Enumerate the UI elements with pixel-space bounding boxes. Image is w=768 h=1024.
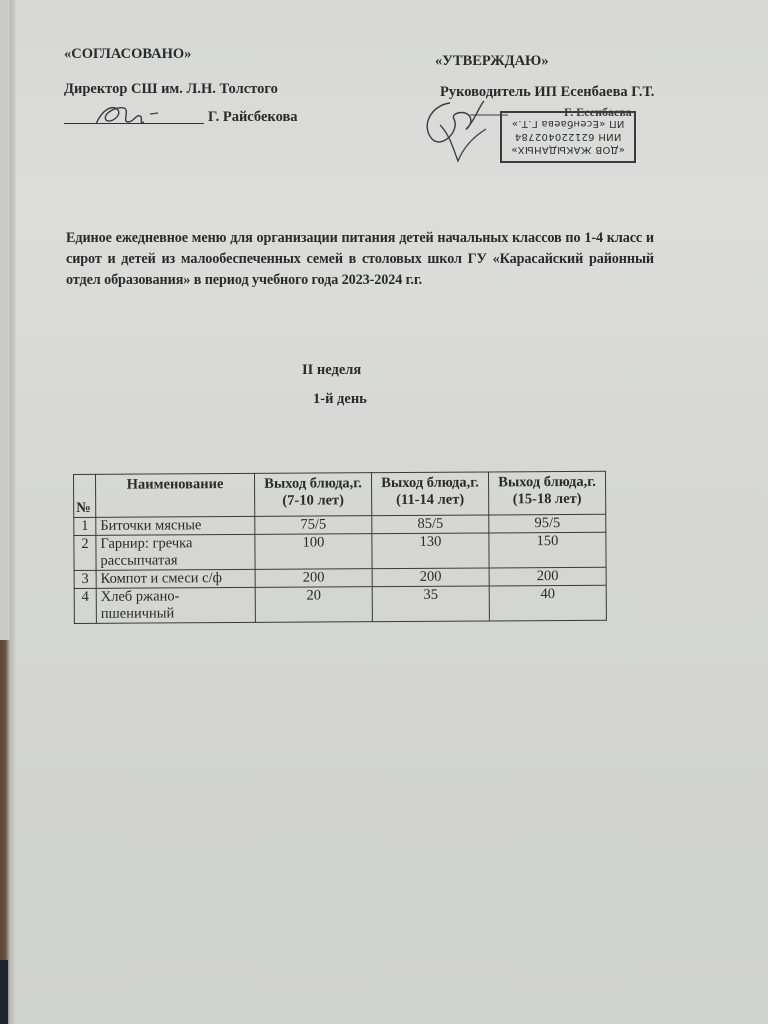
yield-15-18: 150 [489, 532, 606, 568]
table-row [74, 585, 606, 623]
agreed-title: «СОГЛАСОВАНО» [64, 46, 192, 62]
stamp-overlay-text: Г. Есенбаева [564, 105, 632, 119]
header-yield-11-14 [371, 472, 488, 516]
stamp-line: «ДОВ ЖАКЫДАНЫХ» [511, 144, 625, 156]
row-number: 2 [74, 535, 96, 570]
dish-name: Хлеб ржано-пшеничный [96, 587, 255, 623]
yield-15-18: 95/5 [489, 514, 606, 533]
dish-name: Гарнир: гречка рассыпчатая [96, 534, 255, 570]
background-surface [0, 960, 8, 1024]
agreed-role: Директор СШ им. Л.Н. Толстого [64, 81, 278, 97]
header-yield-label: Выход блюда,г. [381, 474, 479, 492]
menu-table [73, 471, 607, 624]
manager-signature-icon [410, 95, 510, 165]
company-stamp [500, 111, 636, 163]
yield-11-14: 35 [372, 586, 489, 622]
director-signature-icon [92, 100, 172, 130]
row-number: 4 [74, 588, 96, 623]
yield-7-10: 20 [255, 587, 372, 623]
confirm-role: Руководитель ИП Есенбаева Г.Т. [440, 84, 655, 100]
yield-11-14: 130 [372, 533, 489, 569]
yield-7-10: 200 [255, 569, 372, 588]
document-page [10, 0, 768, 1024]
day-label: 1-й день [313, 391, 367, 407]
table-row [74, 532, 606, 570]
table-header-row [74, 471, 606, 517]
row-number: 1 [74, 517, 96, 535]
stamp-line: ИИН 621220402784 [514, 131, 622, 143]
dish-name: Биточки мясные [96, 516, 255, 535]
yield-7-10: 100 [255, 534, 372, 570]
dish-name: Компот и смеси с/ф [96, 569, 255, 588]
agreed-name: Г. Райсбекова [208, 109, 298, 125]
yield-11-14: 85/5 [372, 515, 489, 534]
yield-15-18: 200 [489, 567, 606, 586]
stamp-line: ИП «Есенбаева Г.Т.» [511, 118, 625, 130]
header-yield-15-18 [488, 471, 605, 515]
header-name: Наименование [96, 473, 255, 517]
header-number: № [74, 474, 96, 517]
header-yield-7-10 [254, 473, 371, 517]
document-heading: Единое ежедневное меню для организации питания детей начальных классов по 1-4 класс и сирот и детей из малообеспеченных семей в столовых школ ГУ «Карасайский районный отдел образования» в период учебного года 2023-2024 г.г. [66, 230, 654, 288]
row-number: 3 [74, 570, 96, 588]
week-label: II неделя [302, 362, 362, 378]
yield-15-18: 40 [489, 585, 606, 621]
yield-7-10: 75/5 [255, 516, 372, 535]
header-yield-label: Выход блюда,г. [264, 475, 362, 492]
yield-11-14: 200 [372, 568, 489, 587]
header-age-range: (15-18 лет) [512, 490, 582, 508]
confirm-title: «УТВЕРЖДАЮ» [435, 53, 549, 69]
header-age-range: (7-10 лет) [282, 492, 344, 509]
header-age-range: (11-14 лет) [396, 491, 465, 509]
header-yield-label: Выход блюда,г. [498, 473, 596, 491]
